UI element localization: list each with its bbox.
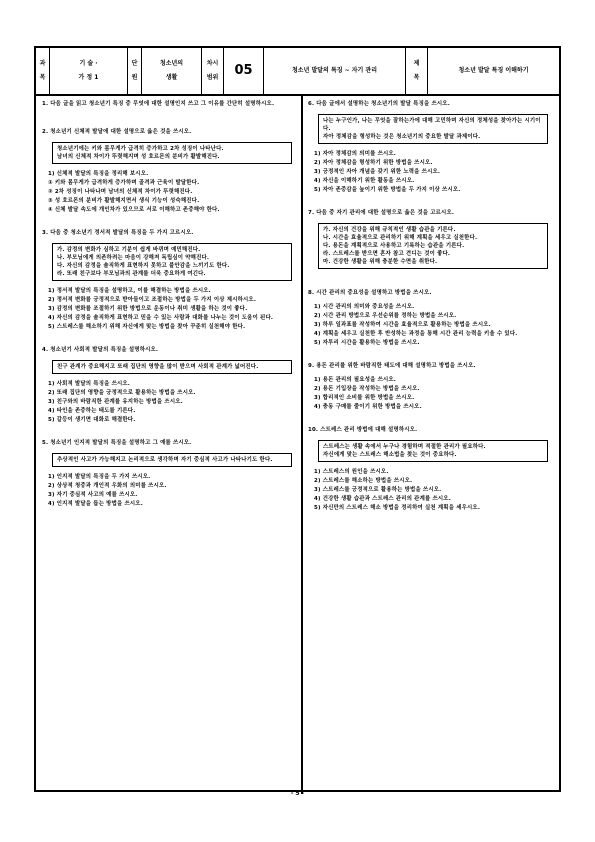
box-line: 나. 부모님에게 의존하려는 마음이 강해져 독립심이 약해진다.: [57, 255, 210, 261]
answer-line: 4) 충동 구매를 줄이기 위한 방법을 쓰시오.: [314, 404, 422, 410]
box-line: 청소년기에는 키와 몸무게가 급격히 증가하고 2차 성징이 나타난다.: [57, 146, 224, 152]
answer-line: 5) 스트레스를 해소하기 위해 자신에게 맞는 방법을 찾아 꾸준히 실천해야 한다.: [48, 324, 246, 330]
spacer: [308, 412, 554, 426]
answer-line: 1) 자아 정체감의 의미를 쓰시오.: [314, 151, 397, 157]
question-box: [318, 223, 548, 269]
answer-line: 2) 정서적 변화를 긍정적으로 받아들이고 조절하는 방법을 두 가지 이상 제시하시오.: [48, 297, 257, 303]
answer-line: 3) 합리적인 소비를 위한 방법을 쓰시오.: [314, 395, 415, 401]
answer-line: 1) 사회적 발달의 특징을 쓰시오.: [48, 381, 131, 387]
box-line: 친구 관계가 중요해지고 또래 집단의 영향을 많이 받으며 사회적 관계가 넓어진다.: [57, 364, 259, 370]
answer-line: 4) 계획을 세우고 실천한 후 반성하는 과정을 통해 시간 관리 능력을 키울 수 있다.: [314, 331, 518, 337]
answer-line: ③ 성 호르몬의 분비가 활발해지면서 생식 기능이 성숙해진다.: [48, 198, 200, 204]
answer-line: 5) 갈등이 생기면 대화로 해결한다.: [48, 417, 136, 423]
question-box: [52, 360, 292, 374]
question-box: [52, 142, 292, 164]
question-right-3: 9. 용돈 관리를 위한 바람직한 태도에 대해 설명하고 방법을 쓰시오.: [308, 363, 476, 369]
box-line: 가. 감정의 변화가 심하고 기분이 쉽게 바뀌며 예민해진다.: [57, 247, 201, 253]
question-right-2: 8. 시간 관리의 중요성을 설명하고 방법을 쓰시오.: [308, 290, 432, 296]
question-left-3: 4. 청소년기 사회적 발달의 특징을 설명하시오.: [42, 347, 159, 353]
answer-line: 1) 신체적 발달의 특징을 정리해 보시오.: [48, 171, 149, 177]
box-line: 다. 용돈을 계획적으로 사용하고 기록하는 습관을 기른다.: [323, 243, 465, 249]
header-session-label: 차시 범위: [202, 48, 224, 94]
header-unit-value: 청소년의 생활: [142, 48, 202, 94]
column-divider: [301, 94, 303, 794]
question-left-0: 1. 다음 글을 읽고 청소년기 특징 중 무엇에 대한 설명인지 쓰고 그 이유를 간단히 설명하시오.: [42, 101, 275, 107]
answer-line: 2) 용돈 기입장을 작성하는 방법을 쓰시오.: [314, 386, 420, 392]
question-right-1: 7. 다음 중 자기 관리에 대한 설명으로 옳은 것을 고르시오.: [308, 210, 455, 216]
answer-line: 4) 자신의 감정을 솔직하게 표현하고 믿을 수 있는 사람과 대화를 나누는 것이 도움이 된다.: [48, 315, 274, 321]
question-box: [318, 440, 548, 462]
box-line: 마. 건강한 생활을 위해 충분한 수면을 취한다.: [323, 259, 438, 265]
box-line: 라. 또래 친구보다 부모님과의 관계를 더욱 중요하게 여긴다.: [57, 271, 206, 277]
box-line: 라. 스트레스를 받으면 혼자 참고 견디는 것이 좋다.: [323, 251, 451, 257]
spacer: [42, 215, 298, 229]
answer-line: 1) 스트레스의 원인을 쓰시오.: [314, 469, 389, 475]
header-table: [36, 48, 559, 96]
answer-line: 5) 자투리 시간을 활용하는 방법을 쓰시오.: [314, 340, 420, 346]
question-right-4: 10. 스트레스 관리 방법에 대해 설명하시오.: [308, 427, 418, 433]
header-session-number: 05: [224, 48, 264, 94]
answer-line: 3) 긍정적인 자아 개념을 갖기 위한 노력을 쓰시오.: [314, 169, 441, 175]
question-box: [52, 453, 292, 467]
answer-line: 4) 자신을 이해하기 위한 활동을 쓰시오.: [314, 178, 415, 184]
question-left-2: 3. 다음 중 청소년기 정서적 발달의 특징을 두 가지 고르시오.: [42, 230, 194, 236]
box-line: 나. 시간을 효율적으로 관리하기 위해 계획을 세우고 실천한다.: [323, 235, 478, 241]
answer-line: ① 키와 몸무게가 급격하게 증가하며 골격과 근육이 발달한다.: [48, 180, 200, 186]
box-line: 자신에게 맞는 스트레스 해소법을 찾는 것이 중요하다.: [323, 452, 457, 458]
right-column: [308, 100, 554, 527]
answer-line: ④ 신체 발달 속도에 개인차가 있으므로 서로 이해하고 존중해야 한다.: [48, 207, 220, 213]
answer-line: 2) 상상적 청중과 개인적 우화의 의미를 쓰시오.: [48, 483, 167, 489]
answer-line: 3) 자기 중심적 사고의 예를 쓰시오.: [48, 492, 138, 498]
question-left-1: 2. 청소년기 신체적 발달에 대한 설명으로 옳은 것을 쓰시오.: [42, 129, 192, 135]
spacer: [42, 509, 298, 523]
header-title-value: 청소년 발달 특징 이해하기: [458, 67, 529, 74]
answer-line: 3) 하루 일과표를 작성하여 시간을 효율적으로 활용하는 방법을 쓰시오.: [314, 322, 491, 328]
answer-line: 1) 용돈 관리의 필요성을 쓰시오.: [314, 377, 397, 383]
answer-line: ② 2차 성징이 나타나며 남녀의 신체적 차이가 뚜렷해진다.: [48, 189, 193, 195]
answer-line: 4) 건강한 생활 습관과 스트레스 관리의 관계를 쓰시오.: [314, 496, 451, 502]
answer-line: 2) 자아 정체감을 형성하기 위한 방법을 쓰시오.: [314, 160, 433, 166]
header-unit-label: 단 원: [128, 48, 142, 94]
answer-line: 1) 인지적 발달의 특징을 두 가지 쓰시오.: [48, 474, 151, 480]
spacer: [42, 332, 298, 346]
box-line: 가. 자신의 건강을 위해 규칙적인 생활 습관을 기른다.: [323, 227, 456, 233]
box-line: 스트레스는 생활 속에서 누구나 경험하며 적절한 관리가 필요하다.: [323, 444, 486, 450]
answer-line: 4) 인지적 발달을 돕는 방법을 쓰시오.: [48, 501, 143, 507]
question-left-4: 5. 청소년기 인지적 발달의 특징을 설명하고 그 예를 쓰시오.: [42, 440, 192, 446]
answer-line: 2) 또래 집단의 영향을 긍정적으로 활용하는 방법을 쓰시오.: [48, 390, 196, 396]
spacer: [42, 425, 298, 439]
answer-line: 3) 친구와의 바람직한 관계를 유지하는 방법을 쓰시오.: [48, 399, 183, 405]
header-title-label: 제 목: [406, 48, 428, 94]
worksheet-page: [34, 46, 561, 792]
box-line: 나는 누구인가, 나는 무엇을 잘하는가에 대해 고민하며 자신의 정체성을 찾아가는 시기이다.: [323, 118, 541, 132]
page-number: - 5 -: [290, 790, 305, 797]
header-range-value: 청소년 발달의 특징 ~ 자기 관리: [264, 48, 406, 94]
box-line: 남녀의 신체적 차이가 뚜렷해지며 성 호르몬의 분비가 활발해진다.: [57, 154, 220, 160]
answer-line: 2) 스트레스를 해소하는 방법을 쓰시오.: [314, 478, 413, 484]
spacer: [308, 513, 554, 527]
question-right-0: 6. 다음 글에서 설명하는 청소년기의 발달 특징을 쓰시오.: [308, 101, 450, 107]
box-line: 추상적인 사고가 가능해지고 논리적으로 생각하며 자기 중심적 사고가 나타나기도 한다.: [57, 457, 273, 463]
question-box: [52, 243, 292, 281]
answer-line: 3) 감정의 변화를 조절하기 위한 방법으로 운동이나 취미 생활을 하는 것이 좋다.: [48, 306, 248, 312]
spacer: [308, 348, 554, 362]
header-subject-label: 과 목: [36, 48, 50, 94]
box-line: 자아 정체감을 형성하는 것은 청소년기의 중요한 발달 과제이다.: [323, 134, 481, 140]
answer-line: 3) 스트레스를 긍정적으로 활용하는 방법을 쓰시오.: [314, 487, 442, 493]
answer-line: 1) 시간 관리의 의미와 중요성을 쓰시오.: [314, 304, 415, 310]
header-subject-value: 기 술 · 가 정 1: [50, 48, 128, 94]
answer-line: 1) 정서적 발달의 특징을 설명하고, 이를 해결하는 방법을 쓰시오.: [48, 288, 211, 294]
spacer: [42, 114, 298, 128]
spacer: [308, 275, 554, 289]
answer-line: 2) 시간 관리 방법으로 우선순위를 정하는 방법을 쓰시오.: [314, 313, 457, 319]
answer-line: 5) 자아 존중감을 높이기 위한 방법을 두 가지 이상 쓰시오.: [314, 187, 461, 193]
answer-line: 5) 자신만의 스트레스 해소 방법을 정리하여 실천 계획을 세우시오.: [314, 505, 481, 511]
answer-line: 4) 타인을 존중하는 태도를 기른다.: [48, 408, 136, 414]
question-box: [318, 114, 548, 144]
spacer: [308, 195, 554, 209]
left-column: [42, 100, 298, 523]
box-line: 다. 자신의 감정을 솔직하게 표현하지 못하고 불안감을 느끼기도 한다.: [57, 263, 230, 269]
